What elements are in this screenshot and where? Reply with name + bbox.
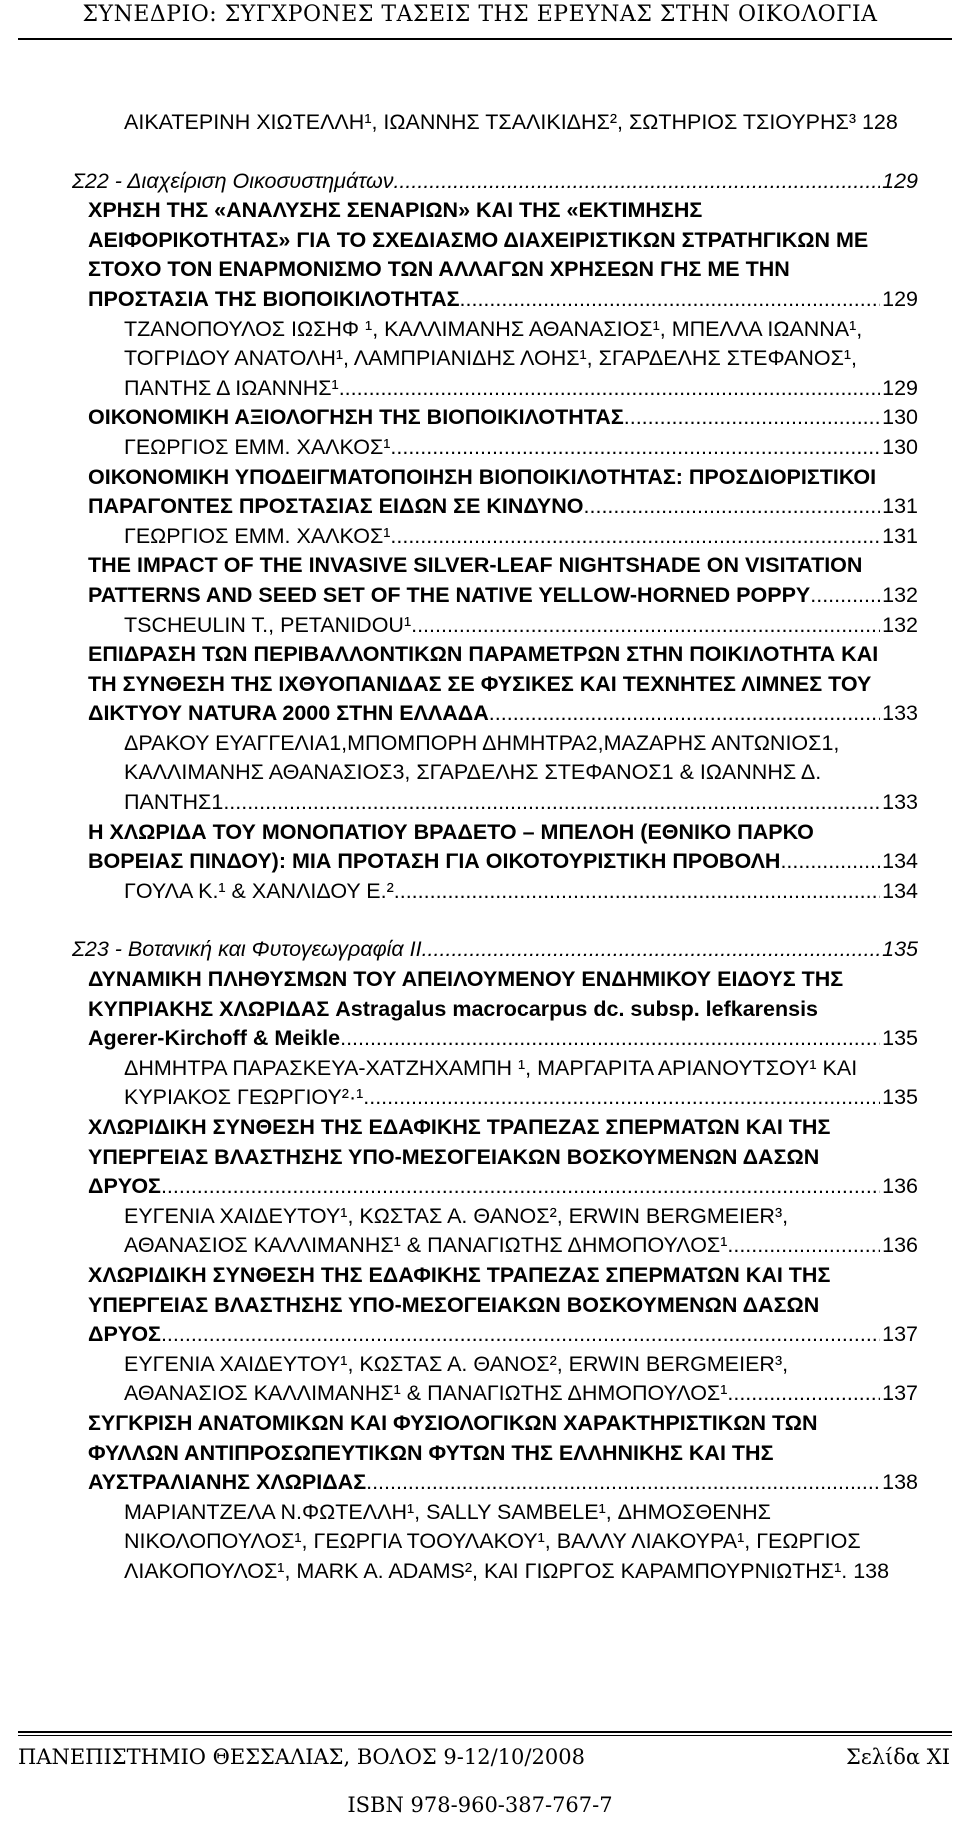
toc-page-number: 133: [882, 790, 918, 815]
toc-line: ΔΡΑΚΟΥ ΕΥΑΓΓΕΛΙΑ1,ΜΠΟΜΠΟΡΗ ΔΗΜΗΤΡΑ2,ΜΑΖΑΡΗΣ ΑΝΤΩΝΙΟΣ1,: [124, 730, 840, 755]
toc-page-number: 136: [882, 1233, 918, 1258]
dot-leader: [727, 1379, 880, 1409]
toc-entry-text: ΠΡΟΣΤΑΣΙΑ ΤΗΣ ΒΙΟΠΟΙΚΙΛΟΤΗΤΑΣ: [88, 286, 460, 311]
toc-line: ΤΟΓΡΙΔΟΥ ΑΝΑΤΟΛΗ¹, ΛΑΜΠΡΙΑΝΙΔΗΣ ΛΟΗΣ¹, ΣΓΑΡΔΕΛΗΣ ΣΤΕΦΑΝΟΣ¹,: [124, 346, 858, 371]
toc-line: Η ΧΛΩΡΙΔΑ ΤΟΥ ΜΟΝΟΠΑΤΙΟΥ ΒΡΑΔΕΤΟ – ΜΠΕΛΟΗ (ΕΘΝΙΚΟ ΠΑΡΚΟ: [88, 819, 814, 844]
toc-line: ΤΗ ΣΥΝΘΕΣΗ ΤΗΣ ΙΧΘΥΟΠΑΝΙΔΑΣ ΣΕ ΦΥΣΙΚΕΣ ΚΑΙ ΤΕΧΝΗΤΕΣ ΛΙΜΝΕΣ ΤΟΥ: [88, 671, 872, 696]
footer-page-number: Σελίδα XI: [845, 1745, 950, 1769]
toc-entry-text: TSCHEULIN T., PETANIDOU¹: [124, 612, 412, 637]
toc-page-number: 132: [882, 582, 918, 607]
footer-rule-thin: [18, 1735, 952, 1736]
toc-line: [88, 285, 918, 315]
footer-isbn: ISBN 978-960-387-767-7: [347, 1793, 613, 1817]
toc-page-number: 135: [882, 1026, 918, 1051]
toc-page-number: 138: [882, 1470, 918, 1495]
dot-leader: [411, 611, 880, 641]
toc-entry-text: ΚΥΡΙΑΚΟΣ ΓΕΩΡΓΙΟΥ²·¹: [124, 1085, 364, 1110]
dot-leader: [366, 1468, 880, 1498]
toc-line: ΚΑΛΛΙΜΑΝΗΣ ΑΘΑΝΑΣΙΟΣ3, ΣΓΑΡΔΕΛΗΣ ΣΤΕΦΑΝΟΣ1 & ΙΩΑΝΝΗΣ Δ.: [124, 760, 822, 785]
toc-line: ΔΥΝΑΜΙΚΗ ΠΛΗΘΥΣΜΩΝ ΤΟΥ ΑΠΕΙΛΟΥΜΕΝΟΥ ΕΝΔΗΜΙΚΟΥ ΕΙΔΟΥΣ ΤΗΣ: [88, 967, 844, 992]
toc-line: ΕΥΓΕΝΙΑ ΧΑΙΔΕΥΤΟΥ¹, ΚΩΣΤΑΣ Α. ΘΑΝΟΣ², ERWIN BERGMEIER³,: [124, 1203, 789, 1228]
toc-line: [72, 167, 918, 197]
toc-line: [124, 877, 918, 907]
toc-line: ΔΗΜΗΤΡΑ ΠΑΡΑΣΚΕΥΑ-ΧΑΤΖΗΧΑΜΠΗ ¹, ΜΑΡΓΑΡΙΤΑ ΑΡΙΑΝΟΥΤΣΟΥ¹ ΚΑΙ: [124, 1055, 858, 1080]
toc-entry-text: ΓΟΥΛΑ Κ.¹ & ΧΑΝΛΙΔΟΥ Ε.²: [124, 878, 394, 903]
footer-rule: [18, 1731, 952, 1733]
dot-leader: [339, 374, 880, 404]
toc-page-number: 136: [882, 1174, 918, 1199]
toc-line: [124, 433, 918, 463]
toc-line: ΦΥΛΛΩΝ ΑΝΤΙΠΡΟΣΩΠΕΥΤΙΚΩΝ ΦΥΤΩΝ ΤΗΣ ΕΛΛΗΝΙΚΗΣ ΚΑΙ ΤΗΣ: [88, 1440, 774, 1465]
dot-leader: [390, 433, 880, 463]
toc-line: [88, 699, 918, 729]
toc-page-number: 133: [882, 701, 918, 726]
toc-line: [124, 1083, 918, 1113]
toc-entry-text: ΑΘΑΝΑΣΙΟΣ ΚΑΛΛΙΜΑΝΗΣ¹ & ΠΑΝΑΓΙΩΤΗΣ ΔΗΜΟΠΟΥΛΟΣ¹: [124, 1381, 728, 1406]
toc-entry-text: Agerer-Kirchoff & Meikle: [88, 1026, 341, 1051]
dot-leader: [624, 403, 880, 433]
toc-line: ΣΥΓΚΡΙΣΗ ΑΝΑΤΟΜΙΚΩΝ ΚΑΙ ΦΥΣΙΟΛΟΓΙΚΩΝ ΧΑΡΑΚΤΗΡΙΣΤΙΚΩΝ ΤΩΝ: [88, 1410, 818, 1435]
toc-line: [72, 935, 918, 965]
toc-line: [88, 492, 918, 522]
dot-leader: [363, 1083, 880, 1113]
toc-entry-text: ΑΘΑΝΑΣΙΟΣ ΚΑΛΛΙΜΑΝΗΣ¹ & ΠΑΝΑΓΙΩΤΗΣ ΔΗΜΟΠΟΥΛΟΣ¹: [124, 1233, 728, 1258]
toc-page-number: 135: [882, 1085, 918, 1110]
toc-entry-text: ΑΥΣΤΡΑΛΙΑΝΗΣ ΧΛΩΡΙΔΑΣ: [88, 1470, 367, 1495]
toc-line: ΛΙΑΚΟΠΟΥΛΟΣ¹, MARK A. ADAMS², ΚΑΙ ΓΙΩΡΓΟΣ ΚΑΡΑΜΠΟΥΡΝΙΩΤΗΣ¹. 138: [124, 1558, 890, 1583]
toc-entry-text: Σ23 - Βοτανική και Φυτογεωγραφία ΙΙ: [72, 937, 422, 962]
toc-section: [72, 167, 918, 907]
toc-line: ΕΠΙΔΡΑΣΗ ΤΩΝ ΠΕΡΙΒΑΛΛΟΝΤΙΚΩΝ ΠΑΡΑΜΕΤΡΩΝ ΣΤΗΝ ΠΟΙΚΙΛΟΤΗΤΑ ΚΑΙ: [88, 642, 879, 667]
dot-leader: [422, 935, 881, 965]
toc-entry-text: ΠΑΡΑΓΟΝΤΕΣ ΠΡΟΣΤΑΣΙΑΣ ΕΙΔΩΝ ΣΕ ΚΙΝΔΥΝΟ: [88, 494, 584, 519]
dot-leader: [161, 1172, 880, 1202]
toc-page-number: 129: [882, 375, 918, 400]
toc-page-number: 131: [882, 523, 918, 548]
dot-leader: [489, 699, 880, 729]
dot-leader: [780, 847, 880, 877]
toc-entry-text: ΔΡΥΟΣ: [88, 1174, 161, 1199]
toc-line: [88, 1468, 918, 1498]
toc-entry-text: ΔΙΚΤΥΟΥ NATURA 2000 ΣΤΗΝ ΕΛΛΑΔΑ: [88, 701, 489, 726]
toc-line: [88, 403, 918, 433]
dot-leader: [161, 1320, 880, 1350]
toc-section: [72, 935, 918, 1586]
dot-leader: [810, 581, 880, 611]
toc-line: ΑΙΚΑΤΕΡΙΝΗ ΧΙΩΤΕΛΛΗ¹, ΙΩΑΝΝΗΣ ΤΣΑΛΙΚΙΔΗΣ², ΣΩΤΗΡΙΟΣ ΤΣΙΟΥΡΗΣ³ 128: [124, 110, 898, 134]
toc-line: [88, 1024, 918, 1054]
toc-line: ΧΛΩΡΙΔΙΚΗ ΣΥΝΘΕΣΗ ΤΗΣ ΕΔΑΦΙΚΗΣ ΤΡΑΠΕΖΑΣ ΣΠΕΡΜΑΤΩΝ ΚΑΙ ΤΗΣ: [88, 1262, 831, 1287]
toc-page-number: 134: [882, 878, 918, 903]
toc-line: ΚΥΠΡΙΑΚΗΣ ΧΛΩΡΙΔΑΣ Astragalus macrocarpus dc. subsp. lefkarensis: [88, 996, 819, 1021]
toc-line: ΥΠΕΡΓΕΙΑΣ ΒΛΑΣΤΗΣΗΣ ΥΠΟ-ΜΕΣΟΓΕΙΑΚΩΝ ΒΟΣΚΟΥΜΕΝΩΝ ΔΑΣΩΝ: [88, 1144, 820, 1169]
toc-line: ΣΤΟΧΟ ΤΟΝ ΕΝΑΡΜΟΝΙΣΜΟ ΤΩΝ ΑΛΛΑΓΩΝ ΧΡΗΣΕΩΝ ΓΗΣ ΜΕ ΤΗΝ: [88, 257, 790, 282]
toc-entry-text: ΟΙΚΟΝΟΜΙΚΗ ΑΞΙΟΛΟΓΗΣΗ ΤΗΣ ΒΙΟΠΟΙΚΙΛΟΤΗΤΑΣ: [88, 405, 624, 430]
toc-page-number: 130: [882, 405, 918, 430]
toc-entry-text: ΠΑΝΤΗΣ Δ ΙΩΑΝΝΗΣ¹: [124, 375, 339, 400]
toc-line: [88, 847, 918, 877]
toc-page-number: 137: [882, 1322, 918, 1347]
dot-leader: [223, 788, 880, 818]
toc-line: ΤΖΑΝΟΠΟΥΛΟΣ ΙΩΣΗΦ ¹, ΚΑΛΛΙΜΑΝΗΣ ΑΘΑΝΑΣΙΟΣ¹, ΜΠΕΛΛΑ ΙΩΑΝΝΑ¹,: [124, 316, 863, 341]
toc-line: [124, 522, 918, 552]
toc-page-number: 132: [882, 612, 918, 637]
toc-page-number: 129: [882, 286, 918, 311]
toc-line: ΝΙΚΟΛΟΠΟΥΛΟΣ¹, ΓΕΩΡΓΙΑ ΤΟΟΥΛΑΚΟΥ¹, ΒΑΛΛΥ ΛΙΑΚΟΥΡΑ¹, ΓΕΩΡΓΙΟΣ: [124, 1529, 861, 1554]
dot-leader: [340, 1024, 880, 1054]
toc-line: ΧΡΗΣΗ ΤΗΣ «ΑΝΑΛΥΣΗΣ ΣΕΝΑΡΙΩΝ» ΚΑΙ ΤΗΣ «ΕΚΤΙΜΗΣΗΣ: [88, 198, 703, 223]
dot-leader: [727, 1231, 880, 1261]
dot-leader: [390, 522, 880, 552]
toc-entry-text: ΒΟΡΕΙΑΣ ΠΙΝΔΟΥ): ΜΙΑ ΠΡΟΤΑΣΗ ΓΙΑ ΟΙΚΟΤΟΥΡΙΣΤΙΚΗ ΠΡΟΒΟΛΗ: [88, 849, 781, 874]
toc-line: [124, 374, 918, 404]
toc-line: ΥΠΕΡΓΕΙΑΣ ΒΛΑΣΤΗΣΗΣ ΥΠΟ-ΜΕΣΟΓΕΙΑΚΩΝ ΒΟΣΚΟΥΜΕΝΩΝ ΔΑΣΩΝ: [88, 1292, 820, 1317]
toc-line: [88, 1172, 918, 1202]
toc-line: ΕΥΓΕΝΙΑ ΧΑΙΔΕΥΤΟΥ¹, ΚΩΣΤΑΣ Α. ΘΑΝΟΣ², ERWIN BERGMEIER³,: [124, 1351, 789, 1376]
toc-page-number: 137: [882, 1381, 918, 1406]
toc-page-number: 129: [882, 168, 918, 193]
dot-leader: [393, 167, 880, 197]
dot-leader: [460, 285, 881, 315]
toc-line: [124, 611, 918, 641]
toc-line: [124, 1379, 918, 1409]
toc-entry-text: ΓΕΩΡΓΙΟΣ ΕΜΜ. ΧΑΛΚΟΣ¹: [124, 434, 391, 459]
toc-line: [88, 581, 918, 611]
dot-leader: [394, 877, 880, 907]
toc-line: [124, 788, 918, 818]
toc-line: [88, 1320, 918, 1350]
footer-university: ΠΑΝΕΠΙΣΤΗΜΙΟ ΘΕΣΣΑΛΙΑΣ, ΒΟΛΟΣ 9-12/10/2008: [18, 1745, 585, 1769]
toc-entry-text: ΓΕΩΡΓΙΟΣ ΕΜΜ. ΧΑΛΚΟΣ¹: [124, 523, 391, 548]
page-header-title: ΣΥΝΕΔΡΙΟ: ΣΥΓΧΡΟΝΕΣ ΤΑΣΕΙΣ ΤΗΣ ΕΡΕΥΝΑΣ ΣΤΗΝ ΟΙΚΟΛΟΓΙΑ: [82, 2, 878, 27]
toc-page-number: 130: [882, 434, 918, 459]
toc-entry-text: ΠΑΝΤΗΣ1: [124, 790, 224, 815]
toc-entry-text: ΔΡΥΟΣ: [88, 1322, 161, 1347]
toc-line: ΜΑΡΙΑΝΤΖΕΛΑ Ν.ΦΩΤΕΛΛΗ¹, SALLY SAMBELE¹, ΔΗΜΟΣΘΕΝΗΣ: [124, 1499, 771, 1524]
toc-line: [124, 1231, 918, 1261]
toc-page-number: 131: [882, 494, 918, 519]
toc-section: [72, 108, 918, 138]
toc-line: ΧΛΩΡΙΔΙΚΗ ΣΥΝΘΕΣΗ ΤΗΣ ΕΔΑΦΙΚΗΣ ΤΡΑΠΕΖΑΣ ΣΠΕΡΜΑΤΩΝ ΚΑΙ ΤΗΣ: [88, 1115, 831, 1139]
toc-page-number: 134: [882, 849, 918, 874]
table-of-contents: [72, 108, 918, 1616]
toc-line: ΟΙΚΟΝΟΜΙΚΗ ΥΠΟΔΕΙΓΜΑΤΟΠΟΙΗΣΗ ΒΙΟΠΟΙΚΙΛΟΤΗΤΑΣ: ΠΡΟΣΔΙΟΡΙΣΤΙΚΟΙ: [88, 464, 877, 489]
toc-entry-text: Σ22 - Διαχείριση Οικοσυστημάτων: [72, 168, 394, 193]
header-rule: [18, 38, 952, 40]
toc-page-number: 135: [882, 937, 918, 962]
toc-entry-text: PATTERNS AND SEED SET OF THE NATIVE YELLOW-HORNED POPPY: [88, 582, 811, 607]
dot-leader: [584, 492, 881, 522]
toc-line: ΑΕΙΦΟΡΙΚΟΤΗΤΑΣ» ΓΙΑ ΤΟ ΣΧΕΔΙΑΣΜΟ ΔΙΑΧΕΙΡΙΣΤΙΚΩΝ ΣΤΡΑΤΗΓΙΚΩΝ ΜΕ: [88, 227, 869, 252]
toc-line: THE IMPACT OF THE INVASIVE SILVER-LEAF NIGHTSHADE ON VISITATION: [88, 553, 863, 578]
